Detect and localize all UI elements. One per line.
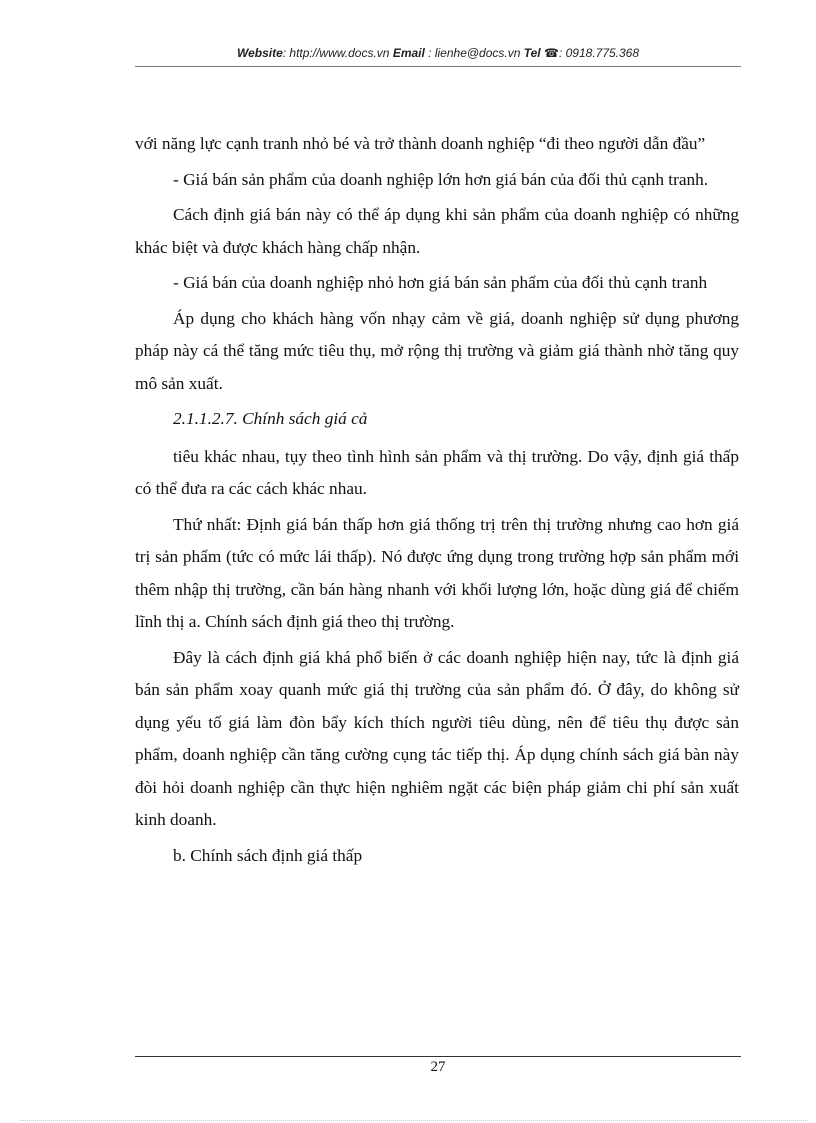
page-number: 27 xyxy=(430,1059,446,1075)
footer-divider xyxy=(135,1056,741,1057)
paragraph-higher-price: - Giá bán sản phẩm của doanh nghiệp lớn hơn giá bán của đối thủ cạnh tranh. xyxy=(173,169,709,189)
tel-value: : 0918.775.368 xyxy=(558,46,640,60)
section-heading: 2.1.1.2.7. Chính sách giá cả xyxy=(173,409,368,428)
paragraph-lower-price: - Giá bán của doanh nghiệp nhỏ hơn giá bán sản phẩm của đối thủ cạnh tranh xyxy=(173,273,708,292)
paragraph-higher-price-note: Cách định giá bán này có thể áp dụng khi sản phẩm của doanh nghiệp có những khác biệt và được khách hàng chấp nhận. xyxy=(135,205,739,257)
paragraph-lower-price-note: Áp dụng cho khách hàng vốn nhạy cảm về giá, doanh nghiệp sử dụng phương pháp này cá thể tăng mức tiêu thụ, mở rộng thị trường và giảm giá thành nhờ tăng quy mô sản xuất. xyxy=(135,308,739,393)
email-value: : lienhe@docs.vn xyxy=(428,46,521,60)
paragraph-consumers: tiêu khác nhau, tụy theo tình hình sản phẩm và thị trường. Do vậy, định giá thấp có thể đưa ra các cách khác nhau. xyxy=(135,446,739,498)
tel-label: Tel xyxy=(523,46,541,60)
website-label: Website xyxy=(236,46,283,60)
phone-icon: ☎ xyxy=(544,46,559,60)
website-value: : http://www.docs.vn xyxy=(282,46,390,60)
page-edge-divider xyxy=(20,1120,808,1121)
page-header xyxy=(135,46,741,60)
subheading-low-price: b. Chính sách định giá thấp xyxy=(173,845,363,865)
paragraph-continuation: với năng lực cạnh tranh nhỏ bé và trở thành doanh nghiệp “đi theo người dẫn đầu” xyxy=(135,134,706,153)
paragraph-first-method: Thứ nhất: Định giá bán thấp hơn giá thống trị trên thị trường nhưng cao hơn giá trị sản phẩm (tức có mức lái thấp). Nó được ứng dụng trong trường hợp sản phẩm mới thêm nhập thị trường, cần bán hàng nhanh với khối lượng lớn, hoặc dùng giá để chiếm lĩnh thị a. Chính sách định giá theo thị trường. xyxy=(135,514,739,631)
page-body xyxy=(135,128,739,875)
email-label: Email xyxy=(392,46,425,60)
header-divider xyxy=(135,66,741,67)
paragraph-market-pricing: Đây là cách định giá khá phổ biến ở các doanh nghiệp hiện nay, tức là định giá bán sản phẩm xoay quanh mức giá thị trường của sản phẩm đó. Ở đây, do không sử dụng yếu tố giá làm đòn bẩy kích thích người tiêu dùng, nên để tiêu thụ được sản phẩm, doanh nghiệp cần tăng cường cụng tác tiếp thị. Áp dụng chính sách giá bàn này đòi hỏi doanh nghiệp cần thực hiện nghiêm ngặt các biện pháp giảm chi phí sản xuất kinh doanh. xyxy=(135,647,739,829)
